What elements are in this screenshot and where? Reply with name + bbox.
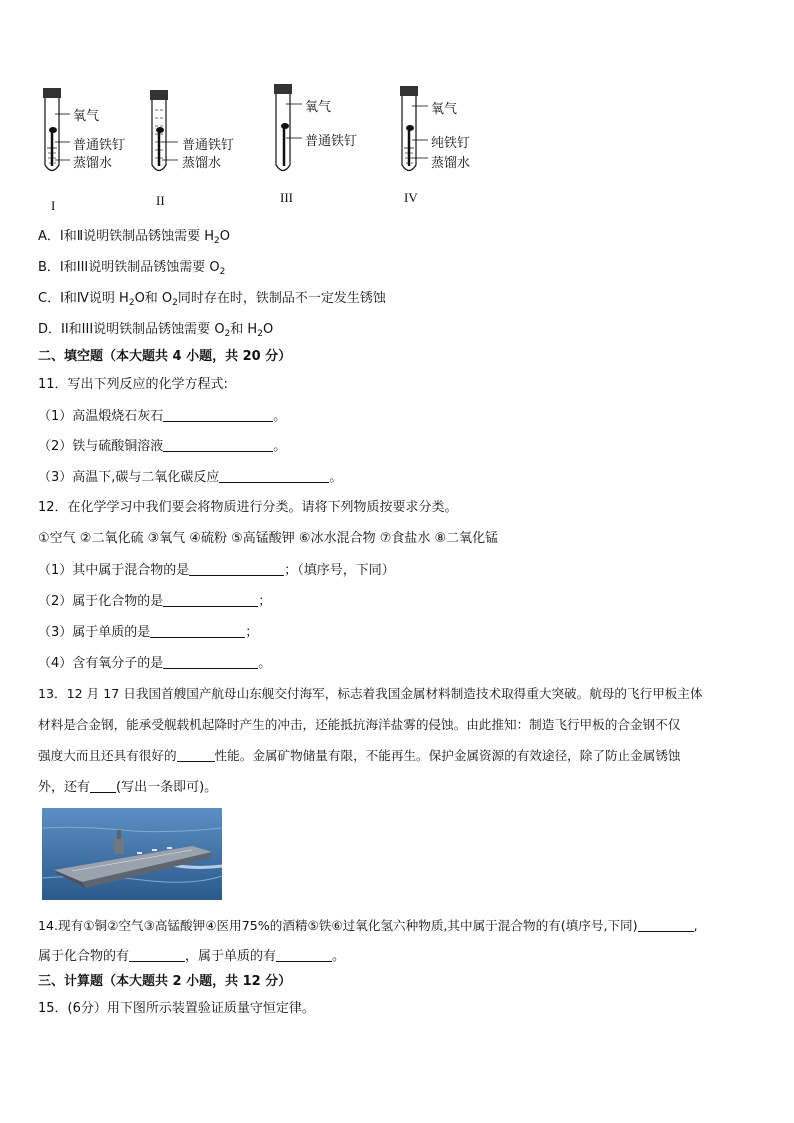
q12-stem: 12．在化学学习中我们要会将物质进行分类。请将下列物质按要求分类。 — [38, 500, 458, 515]
q13-line-3a: 强度大而且还具有很好的 — [38, 748, 177, 763]
q14-line-2c: 。 — [332, 949, 346, 964]
tube-1-roman: I — [51, 198, 56, 213]
q12-item-1 — [38, 561, 395, 580]
tube-4 — [400, 86, 428, 171]
q14-line-1b: , — [693, 918, 698, 933]
tube-1-label-water: 蒸馏水 — [73, 156, 113, 171]
tube-4-label-oxygen: 氧气 — [431, 102, 458, 117]
q12-item-2 — [38, 592, 271, 611]
q14-line-1a: 14.现有①铜②空气③高锰酸钾④医用75%的酒精⑤铁⑥过氧化氢六种物质,其中属于混合物的有(填序号,下同) — [38, 918, 638, 933]
q13-line-3b: 性能。金属矿物储量有限，不能再生。保护金属资源的有效途径，除了防止金属锈蚀 — [214, 748, 681, 763]
option-c — [38, 290, 386, 312]
q14-line-1 — [38, 917, 698, 935]
tube-3 — [274, 84, 302, 171]
tube-2-roman: II — [156, 193, 165, 208]
q14-line-2a: 属于化合物的有 — [38, 949, 130, 964]
tube-3-label-nail: 普通铁钉 — [305, 134, 358, 149]
q12-item-1-text: （1）其中属于混合物的是 — [38, 563, 190, 578]
tube-3-label-oxygen: 氧气 — [305, 100, 332, 115]
option-b — [38, 259, 225, 281]
q12-blank-3[interactable] — [150, 623, 245, 638]
q11-item-3 — [38, 468, 342, 487]
option-d — [38, 321, 273, 343]
option-a — [38, 228, 230, 250]
q12-item-2-end: ； — [258, 594, 272, 609]
tube-3-roman: III — [280, 190, 293, 205]
tube-1-label-oxygen: 氧气 — [73, 109, 100, 124]
q14-blank-1[interactable] — [638, 917, 694, 932]
q11-item-2 — [38, 437, 286, 456]
section-2-heading: 二、填空题（本大题共 4 小题，共 20 分） — [38, 349, 292, 364]
q11-item-1-end: 。 — [273, 409, 287, 424]
option-a-sub: 2 — [214, 236, 220, 246]
tube-4-roman: IV — [404, 190, 418, 205]
option-c-sub1: 2 — [128, 298, 135, 308]
q14-blank-3[interactable] — [276, 947, 332, 962]
q11-item-2-text: （2）铁与硫酸铜溶液 — [38, 439, 164, 454]
q12-item-4-text: （4）含有氧分子的是 — [38, 656, 164, 671]
option-d-mid: 和 H — [230, 322, 258, 337]
q11-item-1 — [38, 407, 286, 426]
q13-line-4a: 外，还有 — [38, 780, 91, 795]
q13-line-4b: (写出一条即可)。 — [116, 780, 218, 795]
q12-item-3 — [38, 623, 258, 642]
q11-item-2-end: 。 — [273, 439, 287, 454]
q15-stem: 15．(6分）用下图所示装置验证质量守恒定律。 — [38, 1001, 315, 1016]
q12-item-2-text: （2）属于化合物的是 — [38, 594, 164, 609]
tube-1 — [43, 88, 70, 171]
q12-blank-1[interactable] — [189, 561, 284, 576]
q11-item-3-text: （3）高温下,碳与二氧化碳反应 — [38, 470, 220, 485]
q11-item-1-text: （1）高温煅烧石灰石 — [38, 409, 164, 424]
q14-line-2b: ，属于单质的有 — [185, 949, 277, 964]
q13-blank-2[interactable] — [90, 778, 116, 793]
q12-list: ①空气 ②二氧化硫 ③氧气 ④硫粉 ⑤高锰酸钾 ⑥冰水混合物 ⑦食盐水 ⑧二氧化锰 — [38, 531, 499, 546]
q12-item-4-end: 。 — [258, 656, 272, 671]
option-b-sub: 2 — [219, 267, 226, 277]
aircraft-carrier-photo — [42, 808, 222, 900]
q14-blank-2[interactable] — [129, 947, 185, 962]
q11-blank-3[interactable] — [219, 468, 329, 483]
q12-blank-4[interactable] — [163, 654, 258, 669]
q11-blank-1[interactable] — [163, 407, 273, 422]
tube-2-label-nail: 普通铁钉 — [182, 138, 235, 153]
q12-item-3-end: ； — [245, 625, 259, 640]
option-b-pre: B．I和III说明铁制品锈蚀需要 O — [38, 260, 220, 275]
tube-1-label-nail: 普通铁钉 — [73, 138, 126, 153]
option-d-pre: D．II和III说明铁制品锈蚀需要 O — [38, 322, 225, 337]
q14-line-2 — [38, 947, 345, 966]
option-d-sub1: 2 — [224, 329, 231, 339]
option-a-post: O — [219, 229, 231, 244]
q12-item-1-end: ；（填序号，下同） — [284, 563, 395, 578]
q13-line-1: 13．12 月 17 日我国首艘国产航母山东舰交付海军，标志着我国金属材料制造技术取得重大突破。航母的飞行甲板主体 — [38, 686, 703, 701]
q12-item-4 — [38, 654, 271, 673]
option-a-pre: A．I和Ⅱ说明铁制品锈蚀需要 H — [38, 229, 215, 244]
q13-blank-1[interactable] — [177, 747, 215, 762]
q12-item-3-text: （3）属于单质的是 — [38, 625, 151, 640]
option-c-post: 同时存在时，铁制品不一定发生锈蚀 — [177, 291, 386, 306]
q11-item-3-end: 。 — [329, 470, 343, 485]
q13-line-2: 材料是合金钢，能承受舰载机起降时产生的冲击，还能抵抗海洋盐雾的侵蚀。由此推知：制造飞行甲板的合金钢不仅 — [38, 717, 681, 732]
tube-2 — [150, 90, 178, 171]
option-c-pre: C．I和Ⅳ说明 H — [38, 291, 129, 306]
tube-2-label-water: 蒸馏水 — [182, 156, 222, 171]
section-3-heading: 三、计算题（本大题共 2 小题，共 12 分） — [38, 974, 292, 989]
q13-line-3 — [38, 747, 681, 765]
q11-blank-2[interactable] — [163, 437, 273, 452]
option-c-sub2: 2 — [172, 298, 178, 308]
q11-stem: 11．写出下列反应的化学方程式: — [38, 377, 228, 392]
q12-blank-2[interactable] — [163, 592, 258, 607]
tube-4-label-water: 蒸馏水 — [431, 156, 471, 171]
option-d-post: O — [262, 322, 274, 337]
option-d-sub2: 2 — [257, 329, 263, 339]
option-c-mid: O和 O — [134, 291, 173, 306]
q13-line-4 — [38, 778, 217, 797]
tube-4-label-nail: 纯铁钉 — [431, 136, 471, 151]
